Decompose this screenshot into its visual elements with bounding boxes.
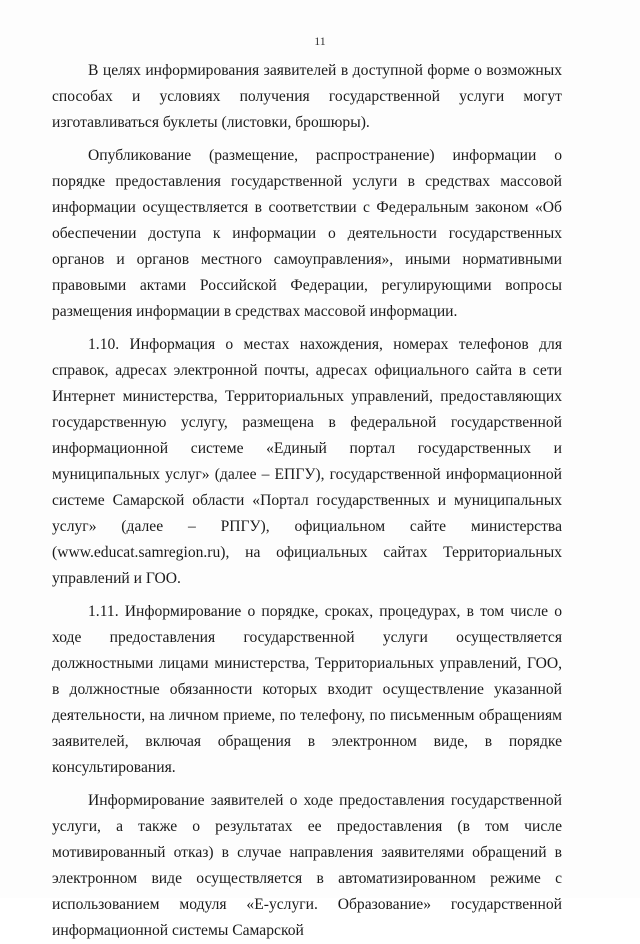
document-body [52, 58, 562, 944]
paragraph-1-11: 1.11. Информирование о порядке, сроках, процедурах, в том числе о ходе предоставления государственной услуги осуществляется должностными лицами министерства, Территориальных управлений, ГОО, в должностные обязанности которых входит осуществление указанной деятельности, на личном приеме, по телефону, по письменным обращениям заявителей, включая обращения в электронном виде, в порядке консультирования. [52, 603, 562, 776]
paragraph-publication: Опубликование (размещение, распространение) информации о порядке предоставления государственной услуги в средствах массовой информации осуществляется в соответствии с Федеральным законом «Об обеспечении доступа к информации о деятельности государственных органов и органов местного самоуправления», иными нормативными правовыми актами Российской Федерации, регулирующими вопросы размещения информации в средствах массовой информации. [52, 147, 562, 320]
paragraph-booklets: В целях информирования заявителей в доступной форме о возможных способах и условиях получения государственной услуги могут изготавливаться буклеты (листовки, брошюры). [52, 62, 562, 131]
page-number: 11 [314, 34, 326, 48]
paragraph-1-10: 1.10. Информация о местах нахождения, номерах телефонов для справок, адресах электронной почты, адресах официального сайта в сети Интернет министерства, Территориальных управлений, предоставляющих государственную услугу, размещена в федеральной государственной информационной системе «Единый портал государственных и муниципальных услуг» (далее – ЕПГУ), государственной информационной системе Самарской области «Портал государственных и муниципальных услуг» (далее – РПГУ), официальном сайте министерства (www.educat.samregion.ru), на официальных сайтах Территориальных управлений и ГОО. [52, 336, 562, 587]
paragraph-informing: Информирование заявителей о ходе предоставления государственной услуги, а также о результатах ее предоставления (в том числе мотивированный отказ) в случае направления заявителями обращений в электронном виде осуществляется в автоматизированном режиме с использованием модуля «Е-услуги. Образование» государственной информационной системы Самарской [52, 792, 562, 939]
